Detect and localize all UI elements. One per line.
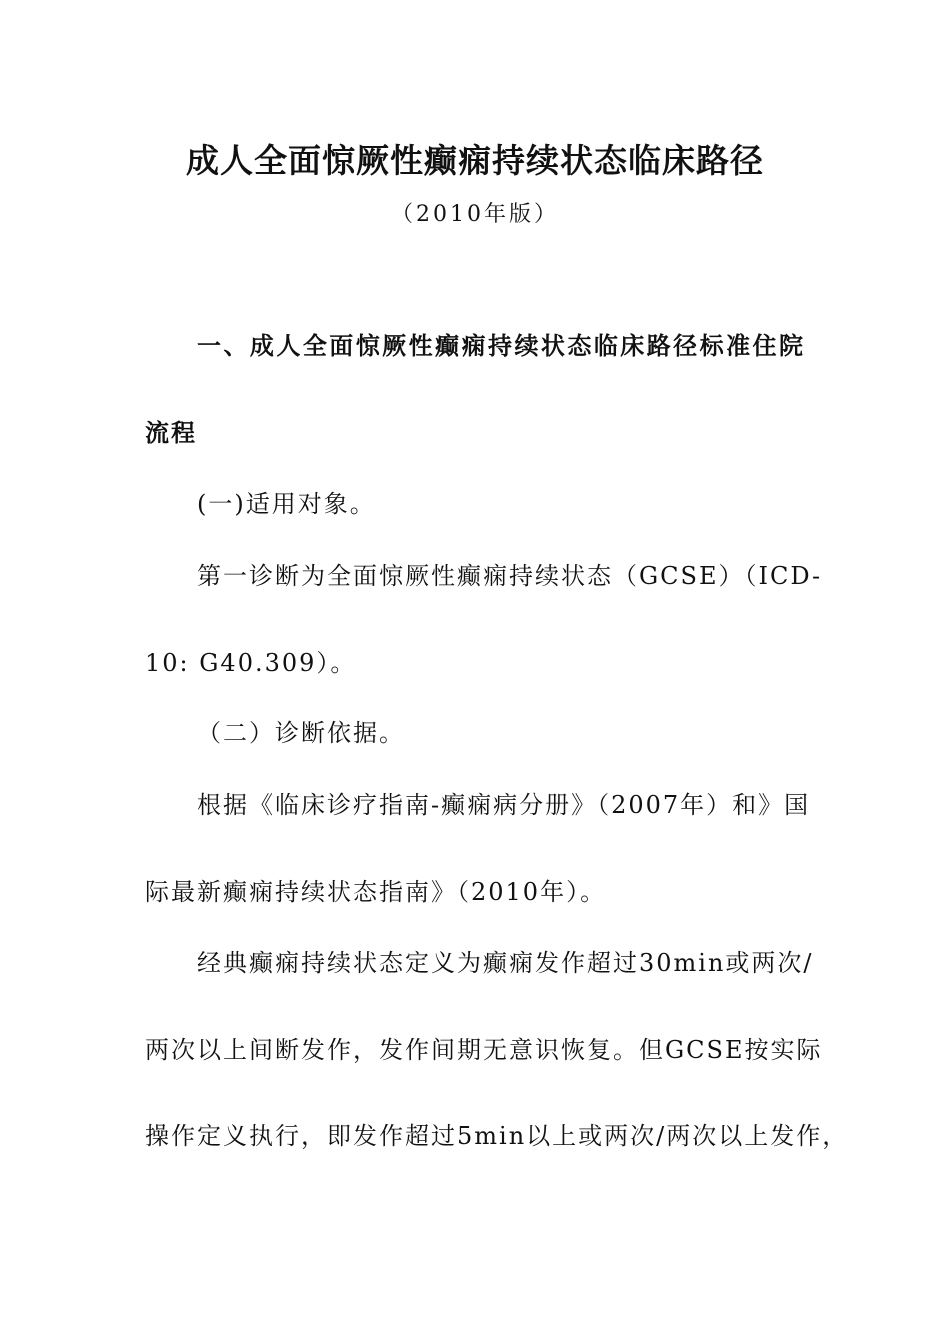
section-heading-line-2: 流程: [145, 419, 197, 447]
paragraph-line: 操作定义执行，即发作超过5min以上或两次/两次以上发作，: [145, 1122, 849, 1150]
paragraph-line: 第一诊断为全面惊厥性癫痫持续状态（GCSE）（ICD-: [197, 562, 823, 590]
paragraph-line: 两次以上间断发作，发作间期无意识恢复。但GCSE按实际: [145, 1036, 823, 1064]
paragraph-line: 根据《临床诊疗指南-癫痫病分册》（2007年）和》国: [197, 791, 811, 819]
subsection-heading-applicable-subjects: (一)适用对象。: [197, 490, 376, 518]
paragraph-line: 际最新癫痫持续状态指南》（2010年）。: [145, 878, 607, 906]
document-subtitle: （2010年版）: [391, 202, 559, 227]
document-title: 成人全面惊厥性癫痫持续状态临床路径: [186, 141, 764, 180]
section-heading-line-1: 一、成人全面惊厥性癫痫持续状态临床路径标准住院: [197, 332, 805, 360]
subsection-heading-diagnostic-basis: （二）诊断依据。: [197, 719, 405, 747]
paragraph-line: 10: G40.309）。: [145, 649, 357, 677]
paragraph-line: 经典癫痫持续状态定义为癫痫发作超过30min或两次/: [197, 949, 814, 977]
